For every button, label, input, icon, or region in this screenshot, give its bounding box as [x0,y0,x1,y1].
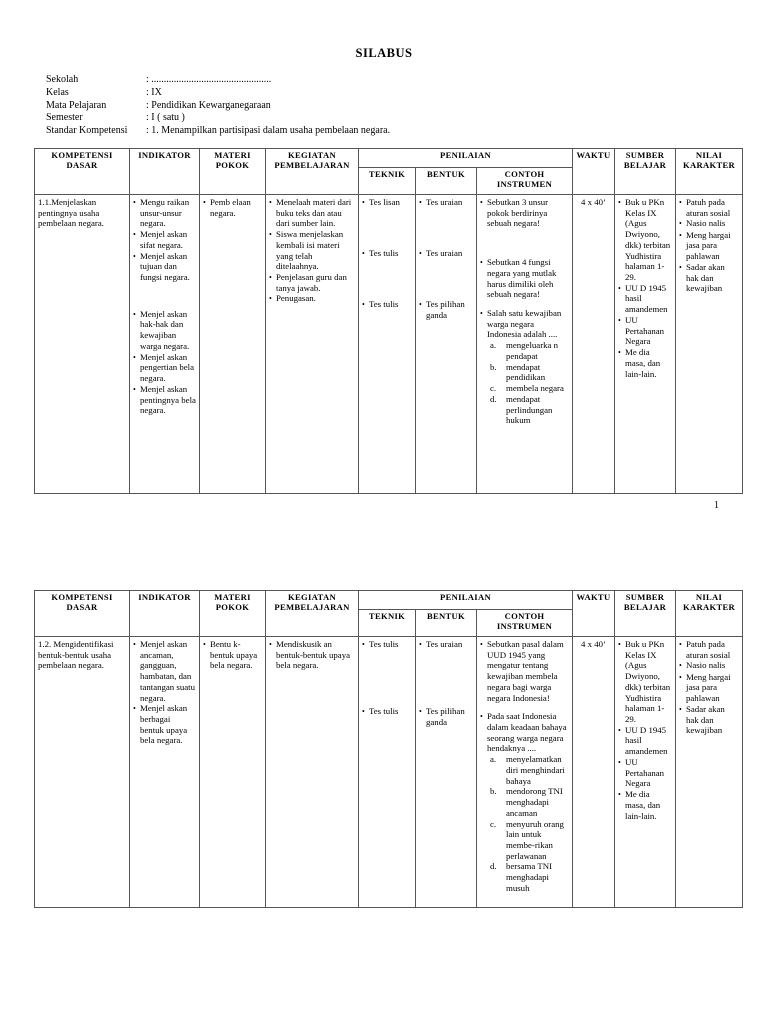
syllabus-table-2 [34,590,743,908]
list-item: • Nasio nalis [679,660,726,671]
meta-label: Sekolah [46,74,79,85]
meta-value: : Pendidikan Kewarganegaraan [146,99,271,111]
option-item: c. menyuruh orang lain untuk membe-rikan perlawanan [490,818,564,861]
option-item: a. mengeluarka n pendapat [490,340,559,361]
header-sumber-belajar: SUMBER BELAJAR [615,591,676,637]
option-item: c. membela negara [490,383,564,394]
header-kegiatan: KEGIATAN PEMBELAJARAN [266,149,359,195]
list-item: • UU D 1945 hasil amandemen [618,724,668,757]
cell-kegiatan [266,637,359,908]
header-materi-pokok: MATERI POKOK [200,149,266,195]
list-item: • Buk u PKn Kelas IX (Agus Dwiyono, dkk) terbitan Yudhistira halaman 1-29. [618,197,671,283]
table-row [35,637,743,908]
cell-materi-pokok [200,195,266,494]
list-item: • Sadar akan hak dan kewajiban [679,703,725,736]
list-item: • Penjelasan guru dan tanya jawab. [269,272,347,293]
header-bentuk: BENTUK [416,168,477,195]
meta-label: Standar Kompetensi [46,125,128,137]
list-item: • Me dia masa, dan lain-lain. [618,789,661,821]
list-item: • Tes pilihan ganda [419,299,465,321]
meta-label: Kelas [46,86,69,98]
header-penilaian: PENILAIAN [359,591,573,610]
list-item: • Mendiskusik an bentuk-bentuk upaya bela negara. [269,639,351,671]
cell-bentuk [416,637,477,908]
header-penilaian: PENILAIAN [359,149,573,168]
list-item: • Meng hargai jasa para pahlawan [679,229,731,262]
cell-indikator [130,637,200,908]
header-nilai-karakter: NILAI KARAKTER [676,149,743,195]
cell-kompetensi-dasar: 1.2. Mengidentifikasi bentuk-bentuk usaha pembelaan negara. [35,637,130,908]
list-item: • Tes tulis [362,639,399,649]
meta-row-mata-pelajaran [46,100,390,113]
page-number: 1 [714,500,719,511]
cell-nilai-karakter [676,195,743,494]
list-item: • UU D 1945 hasil amandemen [618,282,668,315]
list-item: • Tes lisan [362,197,400,207]
list-item: • Tes uraian [419,639,463,649]
cell-materi-pokok [200,637,266,908]
list-item: • Sebutkan pasal dalam UUD 1945 yang mengatur tentang kewajiban membela negara bagi warga negara Indonesia! [480,639,564,703]
list-item: • Me dia masa, dan lain-lain. [618,347,661,379]
header-kompetensi-dasar: KOMPETENSI DASAR [35,149,130,195]
list-item: • Menjel askan berbagai bentuk upaya bela negara. [133,703,188,746]
list-item: • Tes pilihan ganda [419,706,465,727]
syllabus-meta [46,74,390,138]
list-item: • UU Pertahanan Negara [618,314,665,347]
header-sumber-belajar: SUMBER BELAJAR [615,149,676,195]
list-item: • Patuh pada aturan sosial [679,197,731,218]
option-item: d. bersama TNI menghadapi musuh [490,861,553,893]
cell-kegiatan [266,195,359,494]
header-waktu: WAKTU [573,149,615,195]
header-contoh-instrumen: CONTOH INSTRUMEN [477,168,573,195]
cell-contoh-instrumen [477,195,573,494]
list-item: • Menelaah materi dari buku teks dan atau dari sumber lain. [269,197,352,229]
list-item: • Patuh pada aturan sosial [679,639,731,660]
syllabus-table-1 [34,148,743,494]
cell-bentuk [416,195,477,494]
list-item: • Menjel askan ancaman, gangguan, hambatan, dan tantangan suatu negara. [133,639,195,703]
header-teknik: TEKNIK [359,610,416,637]
meta-value: : ................................................ [146,74,272,85]
header-kegiatan: KEGIATAN PEMBELAJARAN [266,591,359,637]
cell-sumber-belajar [615,637,676,908]
list-item: • Pemb elaan negara. [203,197,251,218]
list-item: • Tes uraian [419,197,463,207]
cell-indikator [130,195,200,494]
meta-row-kelas [46,87,390,100]
list-item: • Tes uraian [419,248,463,259]
list-item: • Tes tulis [362,299,399,310]
list-item: • Sebutkan 4 fungsi negara yang mutlak harus dimiliki oleh sebuah negara! [480,257,557,300]
cell-waktu: 4 x 40’ [573,637,615,908]
meta-value: : IX [146,86,162,98]
list-item: • Menjel askan hak-hak dan kewajiban warga negara. [133,308,190,351]
option-item: a. menyelamatkan diri menghindari bahaya [490,754,565,786]
table-row [35,195,743,494]
list-item: • Tes tulis [362,706,399,717]
meta-row-sekolah [46,74,390,87]
meta-value: : 1. Menampilkan partisipasi dalam usaha pembelaan negara. [146,125,391,137]
list-item: • Nasio nalis [679,218,726,229]
cell-waktu: 4 x 40’ [573,195,615,494]
option-item: d. mendapat perlindungan hukum [490,393,553,426]
header-materi-pokok: MATERI POKOK [200,591,266,637]
cell-contoh-instrumen [477,637,573,908]
cell-teknik [359,637,416,908]
meta-label: Mata Pelajaran [46,99,107,111]
meta-row-semester [46,112,390,125]
option-item: b. mendapat pendidikan [490,361,546,383]
list-item: • Menjel askan pentingnya bela negara. [133,383,196,416]
header-waktu: WAKTU [573,591,615,637]
list-item: • Sebutkan 3 unsur pokok berdirinya sebuah negara! [480,197,549,229]
list-item: • Tes tulis [362,248,399,259]
list-item: • Pada saat Indonesia dalam keadaan bahaya seorang warga negara hendaknya .... [480,711,567,754]
header-bentuk: BENTUK [416,610,477,637]
list-item: • Meng hargai jasa para pahlawan [679,671,731,704]
list-item: • Siswa menjelaskan kembali isi materi yang telah ditelaahnya. [269,229,344,272]
list-item: • Menjel askan tujuan dan fungsi negara. [133,250,190,283]
list-item: • Sadar akan hak dan kewajiban [679,261,725,294]
list-item: • Menjel askan sifat negara. [133,229,188,250]
list-item: • Salah satu kewajiban warga negara Indonesia adalah .... [480,308,562,340]
list-item: • Buk u PKn Kelas IX (Agus Dwiyono, dkk) terbitan Yudhistira halaman 1-29. [618,639,671,725]
cell-teknik [359,195,416,494]
list-item: • UU Pertahanan Negara [618,756,665,789]
header-contoh-instrumen: CONTOH INSTRUMEN [477,610,573,637]
list-item: • Bentu k-bentuk upaya bela negara. [203,639,258,671]
header-kompetensi-dasar: KOMPETENSI DASAR [35,591,130,637]
meta-label: Semester [46,112,83,124]
document-title: SILABUS [355,46,413,60]
option-item: b. mendorong TNI menghadapi ancaman [490,786,563,818]
header-indikator: INDIKATOR [130,149,200,195]
meta-row-standar-kompetensi [46,125,390,138]
header-indikator: INDIKATOR [130,591,200,637]
cell-sumber-belajar [615,195,676,494]
meta-value: : I ( satu ) [146,112,185,124]
list-item: • Menjel askan pengertian bela negara. [133,351,194,384]
list-item: • Mengu raikan unsur-unsur negara. [133,197,190,229]
cell-nilai-karakter [676,637,743,908]
header-nilai-karakter: NILAI KARAKTER [676,591,743,637]
list-item: • Penugasan. [269,293,316,304]
cell-kompetensi-dasar: 1.1.Menjelaskan pentingnya usaha pembelaan negara. [35,195,130,494]
header-teknik: TEKNIK [359,168,416,195]
